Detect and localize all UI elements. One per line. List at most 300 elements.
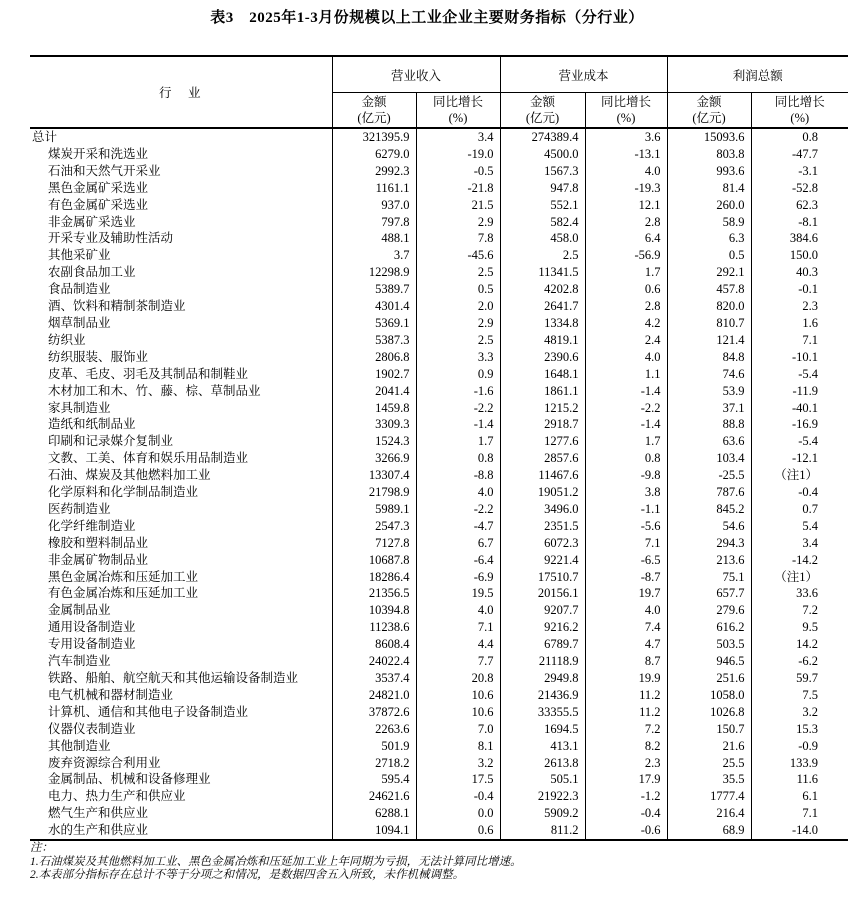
- cell-value: -0.1: [751, 281, 848, 298]
- cell-value: 1.6: [751, 315, 848, 332]
- cell-value: -8.8: [416, 467, 500, 484]
- cell-value: 292.1: [667, 264, 751, 281]
- cell-value: 3.7: [332, 247, 416, 264]
- cell-value: -1.4: [585, 416, 667, 433]
- cell-value: 2263.6: [332, 721, 416, 738]
- cell-value: 1861.1: [500, 383, 585, 400]
- cell-value: 216.4: [667, 805, 751, 822]
- cell-value: 2613.8: [500, 755, 585, 772]
- table-row: [30, 653, 848, 670]
- cell-value: 1.7: [585, 264, 667, 281]
- cell-value: 2949.8: [500, 670, 585, 687]
- industry-name: 石油和天然气开采业: [48, 163, 161, 178]
- cell-value: 3537.4: [332, 670, 416, 687]
- table-row: [30, 214, 848, 231]
- table-row: [30, 467, 848, 484]
- cell-value: 458.0: [500, 230, 585, 247]
- table-row: [30, 585, 848, 602]
- industry-name: 通用设备制造业: [48, 620, 136, 635]
- cell-value: 1694.5: [500, 721, 585, 738]
- industry-name: 电气机械和器材制造业: [48, 687, 174, 702]
- cell-value: （注1）: [751, 569, 848, 586]
- subheader-growth-line2: (%): [448, 111, 468, 125]
- table-row: [30, 721, 848, 738]
- table-row: [30, 535, 848, 552]
- cell-value: 24821.0: [332, 687, 416, 704]
- table-row: [30, 518, 848, 535]
- cell-value: 1.1: [585, 366, 667, 383]
- cell-value: 6288.1: [332, 805, 416, 822]
- cell-value: 2.3: [751, 298, 848, 315]
- industry-name: 专用设备制造业: [48, 637, 136, 652]
- cell-value: 845.2: [667, 501, 751, 518]
- cell-value: 11.6: [751, 771, 848, 788]
- industry-name: 有色金属冶炼和压延加工业: [48, 586, 199, 601]
- cell-value: -5.6: [585, 518, 667, 535]
- cell-value: 33.6: [751, 585, 848, 602]
- table-row: [30, 247, 848, 264]
- cell-value: 4.0: [585, 602, 667, 619]
- table-row: [30, 687, 848, 704]
- cell-value: 133.9: [751, 755, 848, 772]
- cell-value: 24621.6: [332, 788, 416, 805]
- cell-value: 2857.6: [500, 450, 585, 467]
- cell-value: -0.5: [416, 163, 500, 180]
- cell-value: 4301.4: [332, 298, 416, 315]
- cell-value: 582.4: [500, 214, 585, 231]
- cell-value: 803.8: [667, 146, 751, 163]
- cell-value: -4.7: [416, 518, 500, 535]
- cell-value: 9221.4: [500, 552, 585, 569]
- cell-value: 787.6: [667, 484, 751, 501]
- cell-value: 33355.5: [500, 704, 585, 721]
- subheader-amount: [332, 93, 416, 129]
- table-header: [30, 56, 848, 128]
- cell-value: 2992.3: [332, 163, 416, 180]
- industry-name: 计算机、通信和其他电子设备制造业: [48, 704, 249, 719]
- cell-value: 10.6: [416, 704, 500, 721]
- cell-value: 18286.4: [332, 569, 416, 586]
- subheader-growth-line1: 同比增长: [601, 95, 652, 109]
- cell-value: 1648.1: [500, 366, 585, 383]
- cell-value: 4.2: [585, 315, 667, 332]
- cell-value: 3.8: [585, 484, 667, 501]
- cell-value: 811.2: [500, 822, 585, 840]
- industry-name: 非金属矿采选业: [48, 214, 136, 229]
- cell-value: 121.4: [667, 332, 751, 349]
- cell-value: -14.0: [751, 822, 848, 840]
- cell-value: 7.1: [751, 805, 848, 822]
- cell-value: 4.0: [416, 484, 500, 501]
- group-header-cost: 营业成本: [500, 56, 667, 93]
- cell-value: 1524.3: [332, 433, 416, 450]
- cell-value: 1777.4: [667, 788, 751, 805]
- cell-value: 3.6: [585, 128, 667, 146]
- cell-value: 3309.3: [332, 416, 416, 433]
- cell-value: -1.4: [585, 383, 667, 400]
- cell-value: 2.5: [416, 264, 500, 281]
- table-row: [30, 755, 848, 772]
- cell-value: 413.1: [500, 738, 585, 755]
- industry-name: 有色金属矿采选业: [48, 197, 149, 212]
- table-row: [30, 264, 848, 281]
- table-row: [30, 366, 848, 383]
- cell-value: 15.3: [751, 721, 848, 738]
- cell-value: 10394.8: [332, 602, 416, 619]
- cell-value: -3.1: [751, 163, 848, 180]
- cell-value: -19.0: [416, 146, 500, 163]
- cell-value: 810.7: [667, 315, 751, 332]
- cell-value: 552.1: [500, 197, 585, 214]
- cell-value: 7.8: [416, 230, 500, 247]
- table-row: [30, 569, 848, 586]
- cell-value: 595.4: [332, 771, 416, 788]
- cell-value: -1.2: [585, 788, 667, 805]
- cell-value: 946.5: [667, 653, 751, 670]
- cell-value: 0.6: [416, 822, 500, 840]
- cell-value: -45.6: [416, 247, 500, 264]
- table-row: [30, 805, 848, 822]
- industry-name: 纺织业: [48, 332, 86, 347]
- cell-value: -21.8: [416, 180, 500, 197]
- cell-value: 17.9: [585, 771, 667, 788]
- cell-value: 25.5: [667, 755, 751, 772]
- industry-name: 总计: [32, 130, 58, 144]
- cell-value: 2041.4: [332, 383, 416, 400]
- industry-name: 燃气生产和供应业: [48, 806, 149, 821]
- table-row: [30, 501, 848, 518]
- cell-value: 7.5: [751, 687, 848, 704]
- cell-value: 24022.4: [332, 653, 416, 670]
- industry-name: 其他采矿业: [48, 248, 111, 263]
- cell-value: 40.3: [751, 264, 848, 281]
- cell-value: 7.0: [416, 721, 500, 738]
- industry-name: 石油、煤炭及其他燃料加工业: [48, 468, 211, 483]
- cell-value: 2.8: [585, 214, 667, 231]
- cell-value: 3.2: [751, 704, 848, 721]
- cell-value: 1.7: [585, 433, 667, 450]
- cell-value: -1.1: [585, 501, 667, 518]
- industry-name: 汽车制造业: [48, 654, 111, 669]
- cell-value: 2.8: [585, 298, 667, 315]
- cell-value: 58.9: [667, 214, 751, 231]
- cell-value: 2918.7: [500, 416, 585, 433]
- cell-value: 5909.2: [500, 805, 585, 822]
- cell-value: 3496.0: [500, 501, 585, 518]
- table-row: [30, 332, 848, 349]
- cell-value: 11.2: [585, 704, 667, 721]
- cell-value: （注1）: [751, 467, 848, 484]
- cell-value: 21922.3: [500, 788, 585, 805]
- cell-value: 947.8: [500, 180, 585, 197]
- cell-value: 12298.9: [332, 264, 416, 281]
- cell-value: 59.7: [751, 670, 848, 687]
- table-row: [30, 602, 848, 619]
- cell-value: 19.5: [416, 585, 500, 602]
- cell-value: 63.6: [667, 433, 751, 450]
- cell-value: 9207.7: [500, 602, 585, 619]
- industry-name: 化学原料和化学制品制造业: [48, 485, 199, 500]
- group-header-revenue: 营业收入: [332, 56, 500, 93]
- cell-value: 0.5: [667, 247, 751, 264]
- cell-value: -56.9: [585, 247, 667, 264]
- table-row: [30, 298, 848, 315]
- cell-value: 1094.1: [332, 822, 416, 840]
- cell-value: 6789.7: [500, 636, 585, 653]
- cell-value: 6.1: [751, 788, 848, 805]
- cell-value: 0.8: [416, 450, 500, 467]
- cell-value: 4.0: [416, 602, 500, 619]
- footnote-item: 1.石油煤炭及其他燃料加工业、黑色金属冶炼和压延加工业上年同期为亏损，无法计算同比增速。: [30, 855, 522, 868]
- subheader-amount-line1: 金额: [696, 95, 722, 109]
- page-title: 表3 2025年1-3月份规模以上工业企业主要财务指标（分行业）: [210, 10, 644, 26]
- industry-name: 酒、饮料和精制茶制造业: [48, 299, 186, 314]
- cell-value: 17.5: [416, 771, 500, 788]
- cell-value: 84.8: [667, 349, 751, 366]
- cell-value: 7.2: [751, 602, 848, 619]
- industry-name: 化学纤维制造业: [48, 518, 136, 533]
- industry-name: 家具制造业: [48, 400, 111, 415]
- cell-value: 2806.8: [332, 349, 416, 366]
- cell-value: 150.0: [751, 247, 848, 264]
- cell-value: 1161.1: [332, 180, 416, 197]
- cell-value: 457.8: [667, 281, 751, 298]
- table-row: [30, 281, 848, 298]
- subheader-amount-line1: 金额: [361, 95, 387, 109]
- cell-value: -1.6: [416, 383, 500, 400]
- cell-value: 9216.2: [500, 619, 585, 636]
- subheader-growth-line2: (%): [616, 111, 636, 125]
- financial-indicators-table: [30, 55, 848, 841]
- cell-value: 4500.0: [500, 146, 585, 163]
- cell-value: 2.5: [416, 332, 500, 349]
- subheader-amount: [500, 93, 585, 129]
- cell-value: 1277.6: [500, 433, 585, 450]
- cell-value: 1334.8: [500, 315, 585, 332]
- subheader-growth-line2: (%): [790, 111, 810, 125]
- industry-name: 铁路、船舶、航空航天和其他运输设备制造业: [48, 671, 299, 685]
- table-row: [30, 180, 848, 197]
- cell-value: 11467.6: [500, 467, 585, 484]
- industry-name: 木材加工和木、竹、藤、棕、草制品业: [48, 383, 261, 398]
- cell-value: 213.6: [667, 552, 751, 569]
- industry-name: 废弃资源综合利用业: [48, 755, 161, 770]
- cell-value: 21436.9: [500, 687, 585, 704]
- cell-value: -40.1: [751, 400, 848, 417]
- industry-name: 烟草制品业: [48, 315, 111, 330]
- subheader-growth: [585, 93, 667, 129]
- footnote-item: 2.本表部分指标存在总计不等于分项之和情况，是数据四舍五入所致，未作机械调整。: [30, 869, 465, 881]
- industry-name: 黑色金属冶炼和压延加工业: [48, 569, 199, 584]
- cell-value: 13307.4: [332, 467, 416, 484]
- cell-value: 8.2: [585, 738, 667, 755]
- cell-value: 21356.5: [332, 585, 416, 602]
- cell-value: 3.4: [751, 535, 848, 552]
- cell-value: 2.4: [585, 332, 667, 349]
- cell-value: 7127.8: [332, 535, 416, 552]
- cell-value: 19.7: [585, 585, 667, 602]
- table-row: [30, 416, 848, 433]
- table-row: [30, 704, 848, 721]
- cell-value: 2718.2: [332, 755, 416, 772]
- cell-value: 103.4: [667, 450, 751, 467]
- cell-value: 15093.6: [667, 128, 751, 146]
- footnote-label: 注：: [30, 842, 53, 854]
- industry-name: 非金属矿物制品业: [48, 552, 149, 567]
- cell-value: 14.2: [751, 636, 848, 653]
- cell-value: -47.7: [751, 146, 848, 163]
- cell-value: 5.4: [751, 518, 848, 535]
- cell-value: 2.9: [416, 315, 500, 332]
- cell-value: 35.5: [667, 771, 751, 788]
- cell-value: -9.8: [585, 467, 667, 484]
- cell-value: 88.8: [667, 416, 751, 433]
- cell-value: 19.9: [585, 670, 667, 687]
- cell-value: -6.2: [751, 653, 848, 670]
- table-row: [30, 636, 848, 653]
- table-row: [30, 433, 848, 450]
- cell-value: 7.2: [585, 721, 667, 738]
- cell-value: 9.5: [751, 619, 848, 636]
- cell-value: 19051.2: [500, 484, 585, 501]
- cell-value: 2.0: [416, 298, 500, 315]
- cell-value: 6.4: [585, 230, 667, 247]
- table-row: [30, 670, 848, 687]
- cell-value: 20.8: [416, 670, 500, 687]
- cell-value: 4819.1: [500, 332, 585, 349]
- cell-value: 6.3: [667, 230, 751, 247]
- table-row: [30, 771, 848, 788]
- industry-name: 黑色金属矿采选业: [48, 180, 149, 195]
- industry-name: 医药制造业: [48, 501, 111, 516]
- table-row: [30, 788, 848, 805]
- cell-value: 2.5: [500, 247, 585, 264]
- cell-value: -13.1: [585, 146, 667, 163]
- subheader-amount: [667, 93, 751, 129]
- cell-value: 2.9: [416, 214, 500, 231]
- cell-value: 0.5: [416, 281, 500, 298]
- cell-value: 11238.6: [332, 619, 416, 636]
- cell-value: 7.1: [751, 332, 848, 349]
- cell-value: 797.8: [332, 214, 416, 231]
- cell-value: 37872.6: [332, 704, 416, 721]
- cell-value: -10.1: [751, 349, 848, 366]
- cell-value: -11.9: [751, 383, 848, 400]
- subheader-growth: [416, 93, 500, 129]
- cell-value: 4.0: [585, 349, 667, 366]
- industry-name: 水的生产和供应业: [48, 823, 149, 838]
- table-row: [30, 738, 848, 755]
- cell-value: -0.6: [585, 822, 667, 840]
- cell-value: 0.8: [585, 450, 667, 467]
- cell-value: 150.7: [667, 721, 751, 738]
- cell-value: 0.6: [585, 281, 667, 298]
- cell-value: 1902.7: [332, 366, 416, 383]
- cell-value: 5389.7: [332, 281, 416, 298]
- industry-name: 煤炭开采和洗选业: [48, 146, 149, 161]
- cell-value: 251.6: [667, 670, 751, 687]
- cell-value: 0.8: [751, 128, 848, 146]
- cell-value: 294.3: [667, 535, 751, 552]
- cell-value: 384.6: [751, 230, 848, 247]
- cell-value: 501.9: [332, 738, 416, 755]
- cell-value: 7.4: [585, 619, 667, 636]
- table-row: [30, 822, 848, 840]
- cell-value: -0.4: [585, 805, 667, 822]
- table-row: [30, 197, 848, 214]
- cell-value: -0.9: [751, 738, 848, 755]
- cell-value: 993.6: [667, 163, 751, 180]
- cell-value: 6072.3: [500, 535, 585, 552]
- cell-value: 3.4: [416, 128, 500, 146]
- cell-value: 10.6: [416, 687, 500, 704]
- cell-value: -1.4: [416, 416, 500, 433]
- table-row: [30, 349, 848, 366]
- cell-value: -6.9: [416, 569, 500, 586]
- cell-value: 4.4: [416, 636, 500, 653]
- cell-value: -0.4: [416, 788, 500, 805]
- cell-value: -25.5: [667, 467, 751, 484]
- table-body: [30, 128, 848, 840]
- cell-value: 4.0: [585, 163, 667, 180]
- industry-name: 电力、热力生产和供应业: [48, 789, 186, 804]
- cell-value: 1459.8: [332, 400, 416, 417]
- cell-value: 0.7: [751, 501, 848, 518]
- subheader-amount-line2: (亿元): [357, 111, 391, 125]
- cell-value: 5369.1: [332, 315, 416, 332]
- cell-value: 21.6: [667, 738, 751, 755]
- cell-value: 5989.1: [332, 501, 416, 518]
- table-row: [30, 163, 848, 180]
- industry-name: 仪器仪表制造业: [48, 721, 136, 736]
- cell-value: -5.4: [751, 433, 848, 450]
- cell-value: 4.7: [585, 636, 667, 653]
- cell-value: 274389.4: [500, 128, 585, 146]
- cell-value: -12.1: [751, 450, 848, 467]
- cell-value: 7.1: [585, 535, 667, 552]
- cell-value: 20156.1: [500, 585, 585, 602]
- subheader-amount-line1: 金额: [530, 95, 556, 109]
- cell-value: 10687.8: [332, 552, 416, 569]
- table-row: [30, 230, 848, 247]
- table-row: [30, 400, 848, 417]
- cell-value: 2547.3: [332, 518, 416, 535]
- cell-value: 6279.0: [332, 146, 416, 163]
- cell-value: -6.5: [585, 552, 667, 569]
- cell-value: 2.3: [585, 755, 667, 772]
- cell-value: -19.3: [585, 180, 667, 197]
- cell-value: -8.1: [751, 214, 848, 231]
- subheader-growth-line1: 同比增长: [774, 95, 825, 109]
- cell-value: 21798.9: [332, 484, 416, 501]
- cell-value: 1.7: [416, 433, 500, 450]
- industry-name: 印刷和记录媒介复制业: [48, 434, 174, 449]
- group-header-row: [30, 56, 848, 93]
- table-row: [30, 450, 848, 467]
- footnotes: [30, 842, 830, 883]
- table-row: [30, 315, 848, 332]
- table-row: [30, 619, 848, 636]
- cell-value: 321395.9: [332, 128, 416, 146]
- cell-value: 54.6: [667, 518, 751, 535]
- cell-value: 2351.5: [500, 518, 585, 535]
- industry-name: 橡胶和塑料制品业: [48, 535, 149, 550]
- subheader-amount-line2: (亿元): [525, 111, 560, 125]
- group-header-profit: 利润总额: [667, 56, 848, 93]
- cell-value: 53.9: [667, 383, 751, 400]
- cell-value: 820.0: [667, 298, 751, 315]
- cell-value: 8.1: [416, 738, 500, 755]
